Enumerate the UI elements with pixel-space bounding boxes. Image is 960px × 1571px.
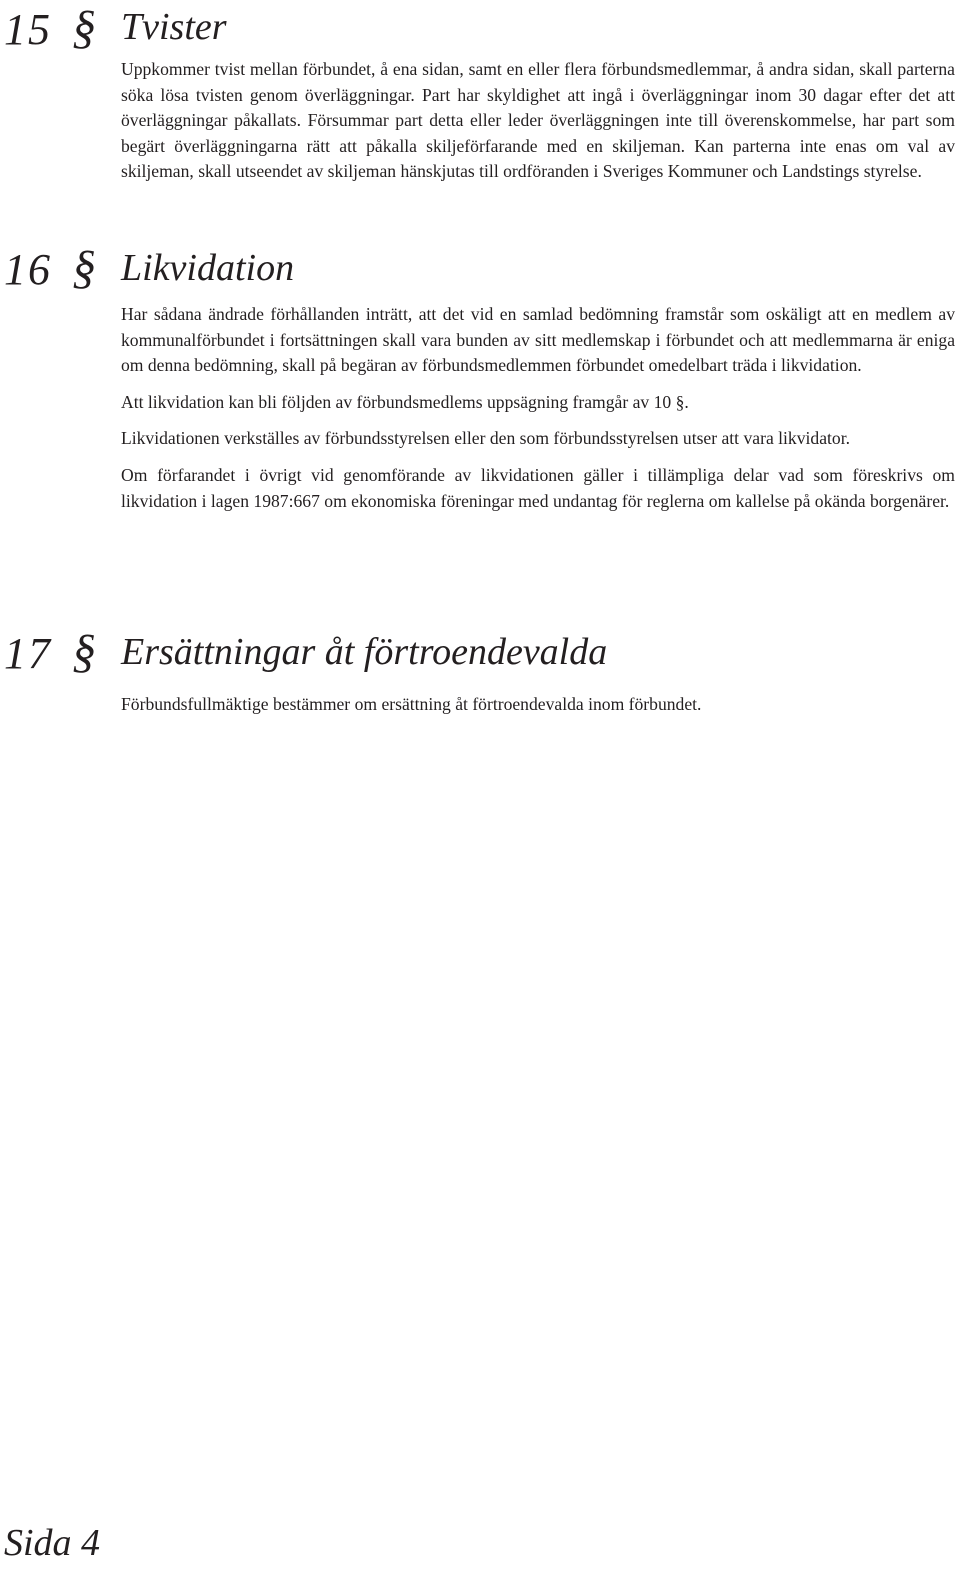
section-body: [121, 57, 955, 196]
section-body: [121, 692, 955, 729]
paragraph: Likvidationen verkställes av förbundsstyrelsen eller den som förbundsstyrelsen utser att vara likvidator.: [121, 428, 850, 449]
paragraph: Förbundsfullmäktige bestämmer om ersättning åt förtroendevalda inom förbundet.: [121, 694, 702, 714]
section-number: 16: [4, 245, 52, 294]
section-mark: §: [72, 625, 96, 678]
section-title: Likvidation: [121, 247, 295, 289]
paragraph: Uppkommer tvist mellan förbundet, å ena sidan, samt en eller flera förbundsmedlemmar, å andra sidan, skall parterna söka lösa tvisten genom överläggningar. Part har skyldighet att ingå i överläggningar inom 30 dagar efter det att överläggningar påkallats. Försummar part detta eller leder överläggningen inte till överenskommelse, har part som begärt överläggningarna rätt att påkalla skiljeförfarande med en skiljeman. Kan parterna inte enas om val av skiljeman, skall utseendet av skiljeman hänskjutas till ordföranden i Sveriges Kommuner och Landstings styrelse.: [121, 59, 955, 182]
paragraph: Om förfarandet i övrigt vid genomförande av likvidationen gäller i tillämpliga delar vad som föreskrivs om likvidation i lagen 1987:667 om ekonomiska föreningar med undantag för reglerna om kallelse på okända borgenärer.: [121, 464, 955, 511]
section-number: 17: [4, 629, 52, 678]
section-number: 15: [4, 5, 52, 54]
section-mark: §: [72, 241, 96, 294]
paragraph: Har sådana ändrade förhållanden inträtt, att det vid en samlad bedömning framstår som oskäligt att en medlem av kommunalförbundet i fortsättningen skall vara bunden av sitt medlemskap i förbundet och att medlemmarna är eniga om denna bedömning, skall på begäran av förbundsmedlemmen förbundet omedelbart träda i likvidation.: [121, 304, 955, 376]
footer-divider: [0, 1510, 960, 1511]
section-title: Ersättningar åt förtroendevalda: [121, 631, 608, 673]
page-footer-label: Sida 4: [4, 1522, 101, 1564]
section-mark: §: [72, 1, 96, 54]
section-body: [121, 302, 955, 525]
paragraph: Att likvidation kan bli följden av förbundsmedlems uppsägning framgår av 10 §.: [121, 391, 689, 412]
section-title: Tvister: [121, 6, 227, 48]
